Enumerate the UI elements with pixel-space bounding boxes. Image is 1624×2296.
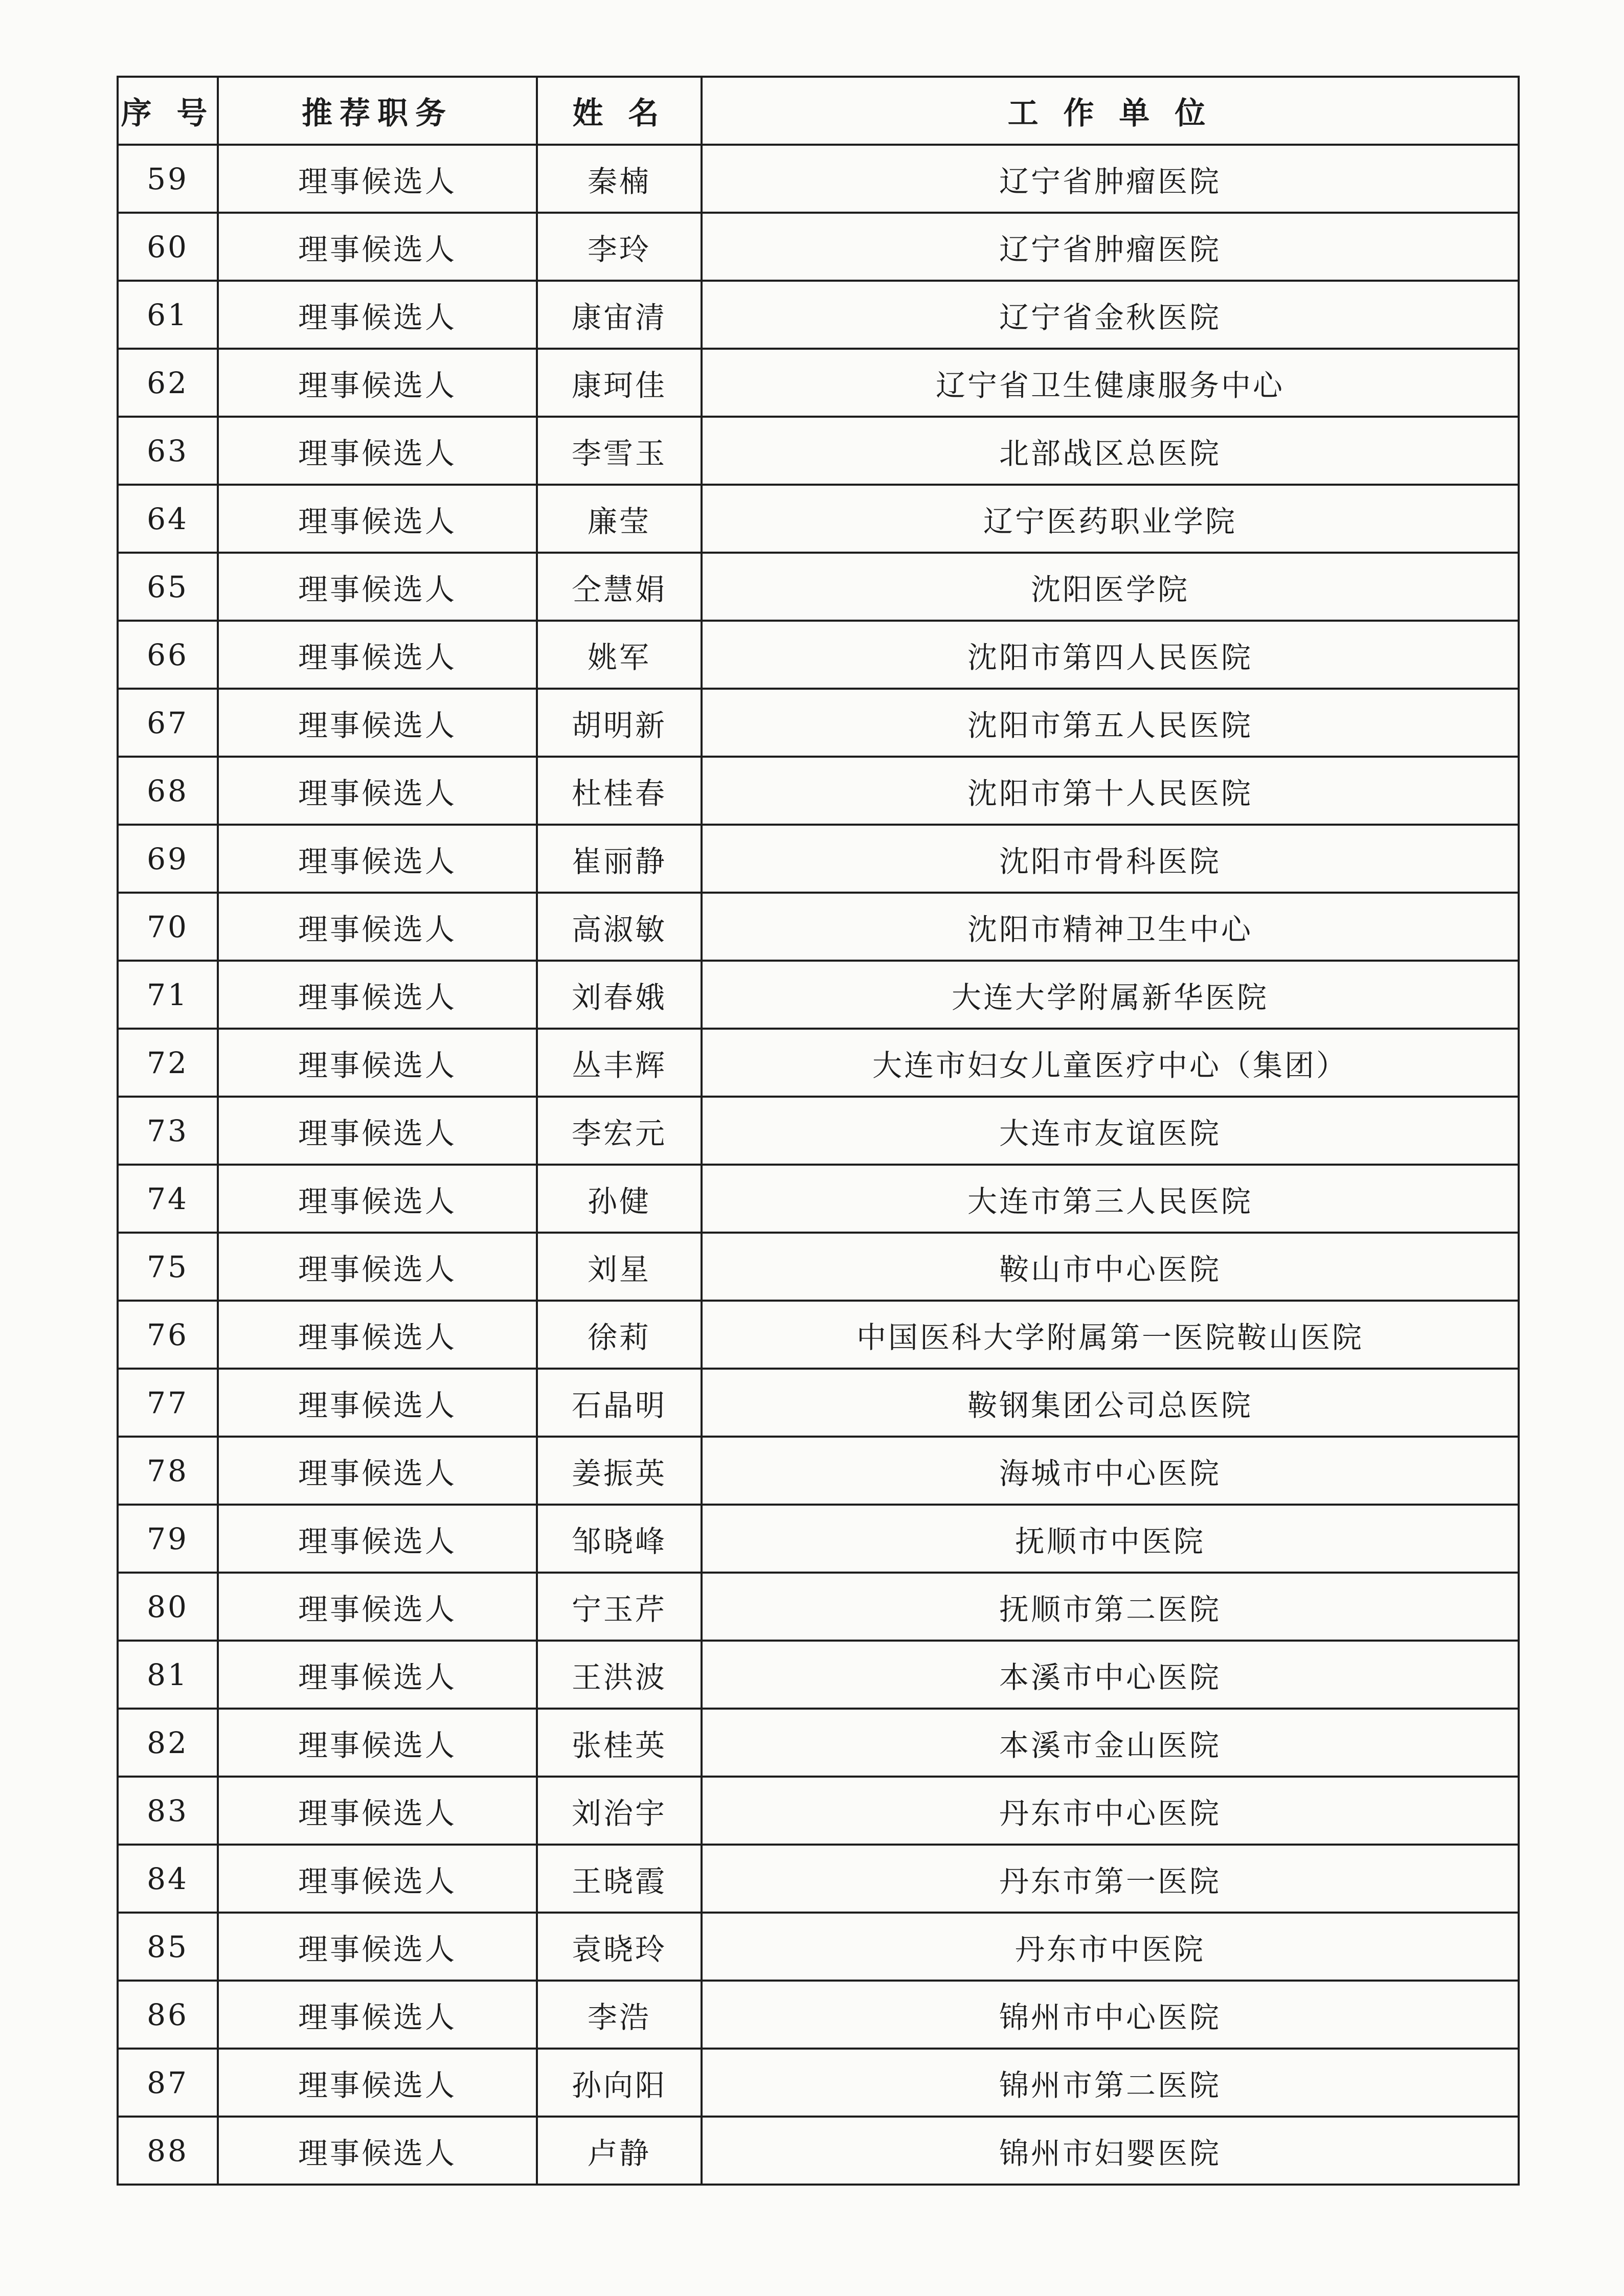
cell-position: 理事候选人 bbox=[218, 893, 537, 961]
cell-workplace: 鞍山市中心医院 bbox=[702, 1233, 1519, 1301]
table-row bbox=[118, 2049, 1519, 2117]
cell-seq: 73 bbox=[118, 1097, 218, 1165]
table-row bbox=[118, 1913, 1519, 1981]
table-row bbox=[118, 1505, 1519, 1573]
cell-workplace: 北部战区总医院 bbox=[702, 417, 1519, 485]
cell-workplace: 沈阳市第十人民医院 bbox=[702, 757, 1519, 825]
table-row bbox=[118, 757, 1519, 825]
cell-name: 王晓霞 bbox=[537, 1845, 702, 1913]
cell-name: 高淑敏 bbox=[537, 893, 702, 961]
cell-name: 李宏元 bbox=[537, 1097, 702, 1165]
cell-workplace: 沈阳市精神卫生中心 bbox=[702, 893, 1519, 961]
table-row bbox=[118, 961, 1519, 1029]
cell-name: 康宙清 bbox=[537, 281, 702, 349]
table-row bbox=[118, 1301, 1519, 1369]
cell-position: 理事候选人 bbox=[218, 1301, 537, 1369]
cell-name: 姚军 bbox=[537, 621, 702, 689]
table-row bbox=[118, 1029, 1519, 1097]
cell-workplace: 鞍钢集团公司总医院 bbox=[702, 1369, 1519, 1437]
cell-position: 理事候选人 bbox=[218, 1437, 537, 1505]
cell-seq: 66 bbox=[118, 621, 218, 689]
table-body bbox=[118, 145, 1519, 2185]
cell-name: 姜振英 bbox=[537, 1437, 702, 1505]
cell-seq: 84 bbox=[118, 1845, 218, 1913]
table-row bbox=[118, 689, 1519, 757]
cell-name: 石晶明 bbox=[537, 1369, 702, 1437]
header-name: 姓 名 bbox=[537, 77, 702, 145]
table-row bbox=[118, 1777, 1519, 1845]
cell-workplace: 抚顺市第二医院 bbox=[702, 1573, 1519, 1641]
cell-seq: 86 bbox=[118, 1981, 218, 2049]
cell-name: 李雪玉 bbox=[537, 417, 702, 485]
table-row bbox=[118, 281, 1519, 349]
cell-position: 理事候选人 bbox=[218, 1913, 537, 1981]
cell-position: 理事候选人 bbox=[218, 1233, 537, 1301]
cell-seq: 65 bbox=[118, 553, 218, 621]
table-row bbox=[118, 621, 1519, 689]
table-row bbox=[118, 1437, 1519, 1505]
cell-position: 理事候选人 bbox=[218, 1641, 537, 1709]
cell-name: 康珂佳 bbox=[537, 349, 702, 417]
cell-seq: 59 bbox=[118, 145, 218, 213]
cell-seq: 85 bbox=[118, 1913, 218, 1981]
cell-name: 李玲 bbox=[537, 213, 702, 281]
table-row bbox=[118, 1641, 1519, 1709]
cell-workplace: 沈阳市第五人民医院 bbox=[702, 689, 1519, 757]
cell-workplace: 海城市中心医院 bbox=[702, 1437, 1519, 1505]
cell-seq: 72 bbox=[118, 1029, 218, 1097]
cell-seq: 87 bbox=[118, 2049, 218, 2117]
table-row bbox=[118, 485, 1519, 553]
cell-position: 理事候选人 bbox=[218, 2049, 537, 2117]
cell-workplace: 辽宁省肿瘤医院 bbox=[702, 213, 1519, 281]
table-row bbox=[118, 1165, 1519, 1233]
cell-position: 理事候选人 bbox=[218, 2117, 537, 2185]
cell-position: 理事候选人 bbox=[218, 621, 537, 689]
cell-name: 杜桂春 bbox=[537, 757, 702, 825]
cell-seq: 76 bbox=[118, 1301, 218, 1369]
cell-seq: 68 bbox=[118, 757, 218, 825]
cell-seq: 80 bbox=[118, 1573, 218, 1641]
cell-workplace: 辽宁省肿瘤医院 bbox=[702, 145, 1519, 213]
cell-workplace: 丹东市第一医院 bbox=[702, 1845, 1519, 1913]
candidate-table bbox=[117, 76, 1520, 2186]
cell-workplace: 本溪市金山医院 bbox=[702, 1709, 1519, 1777]
cell-position: 理事候选人 bbox=[218, 1505, 537, 1573]
cell-workplace: 锦州市中心医院 bbox=[702, 1981, 1519, 2049]
cell-seq: 62 bbox=[118, 349, 218, 417]
table-row bbox=[118, 417, 1519, 485]
cell-seq: 82 bbox=[118, 1709, 218, 1777]
table-row bbox=[118, 1097, 1519, 1165]
cell-name: 胡明新 bbox=[537, 689, 702, 757]
table-row bbox=[118, 1369, 1519, 1437]
table-row bbox=[118, 1709, 1519, 1777]
header-position: 推荐职务 bbox=[218, 77, 537, 145]
cell-position: 理事候选人 bbox=[218, 1165, 537, 1233]
cell-name: 秦楠 bbox=[537, 145, 702, 213]
cell-name: 刘治宇 bbox=[537, 1777, 702, 1845]
cell-seq: 83 bbox=[118, 1777, 218, 1845]
cell-name: 孙健 bbox=[537, 1165, 702, 1233]
table-row bbox=[118, 893, 1519, 961]
cell-workplace: 辽宁医药职业学院 bbox=[702, 485, 1519, 553]
cell-seq: 67 bbox=[118, 689, 218, 757]
cell-name: 崔丽静 bbox=[537, 825, 702, 893]
cell-position: 理事候选人 bbox=[218, 1709, 537, 1777]
cell-name: 邹晓峰 bbox=[537, 1505, 702, 1573]
cell-workplace: 大连大学附属新华医院 bbox=[702, 961, 1519, 1029]
cell-position: 理事候选人 bbox=[218, 1777, 537, 1845]
cell-position: 理事候选人 bbox=[218, 1981, 537, 2049]
cell-position: 理事候选人 bbox=[218, 485, 537, 553]
table-row bbox=[118, 1845, 1519, 1913]
cell-seq: 79 bbox=[118, 1505, 218, 1573]
cell-position: 理事候选人 bbox=[218, 281, 537, 349]
cell-name: 仝慧娟 bbox=[537, 553, 702, 621]
table-row bbox=[118, 1573, 1519, 1641]
cell-workplace: 丹东市中心医院 bbox=[702, 1777, 1519, 1845]
cell-workplace: 抚顺市中医院 bbox=[702, 1505, 1519, 1573]
cell-seq: 77 bbox=[118, 1369, 218, 1437]
cell-workplace: 中国医科大学附属第一医院鞍山医院 bbox=[702, 1301, 1519, 1369]
cell-position: 理事候选人 bbox=[218, 417, 537, 485]
cell-workplace: 大连市友谊医院 bbox=[702, 1097, 1519, 1165]
cell-workplace: 沈阳医学院 bbox=[702, 553, 1519, 621]
cell-workplace: 辽宁省卫生健康服务中心 bbox=[702, 349, 1519, 417]
cell-seq: 71 bbox=[118, 961, 218, 1029]
cell-seq: 60 bbox=[118, 213, 218, 281]
cell-position: 理事候选人 bbox=[218, 1573, 537, 1641]
cell-name: 徐莉 bbox=[537, 1301, 702, 1369]
cell-name: 刘春娥 bbox=[537, 961, 702, 1029]
cell-workplace: 辽宁省金秋医院 bbox=[702, 281, 1519, 349]
table-row bbox=[118, 553, 1519, 621]
cell-seq: 69 bbox=[118, 825, 218, 893]
cell-workplace: 沈阳市第四人民医院 bbox=[702, 621, 1519, 689]
cell-name: 孙向阳 bbox=[537, 2049, 702, 2117]
cell-name: 袁晓玲 bbox=[537, 1913, 702, 1981]
cell-position: 理事候选人 bbox=[218, 961, 537, 1029]
cell-name: 李浩 bbox=[537, 1981, 702, 2049]
cell-position: 理事候选人 bbox=[218, 349, 537, 417]
cell-seq: 75 bbox=[118, 1233, 218, 1301]
cell-position: 理事候选人 bbox=[218, 1029, 537, 1097]
cell-seq: 70 bbox=[118, 893, 218, 961]
table-row bbox=[118, 2117, 1519, 2185]
cell-workplace: 锦州市第二医院 bbox=[702, 2049, 1519, 2117]
cell-seq: 64 bbox=[118, 485, 218, 553]
cell-seq: 81 bbox=[118, 1641, 218, 1709]
cell-name: 宁玉芹 bbox=[537, 1573, 702, 1641]
header-seq: 序 号 bbox=[118, 77, 218, 145]
cell-name: 王洪波 bbox=[537, 1641, 702, 1709]
cell-position: 理事候选人 bbox=[218, 1097, 537, 1165]
cell-seq: 61 bbox=[118, 281, 218, 349]
cell-seq: 88 bbox=[118, 2117, 218, 2185]
cell-seq: 78 bbox=[118, 1437, 218, 1505]
table-row bbox=[118, 825, 1519, 893]
cell-workplace: 大连市妇女儿童医疗中心（集团） bbox=[702, 1029, 1519, 1097]
table-row bbox=[118, 145, 1519, 213]
cell-seq: 63 bbox=[118, 417, 218, 485]
cell-workplace: 丹东市中医院 bbox=[702, 1913, 1519, 1981]
cell-seq: 74 bbox=[118, 1165, 218, 1233]
cell-position: 理事候选人 bbox=[218, 1845, 537, 1913]
header-workplace: 工 作 单 位 bbox=[702, 77, 1519, 145]
cell-position: 理事候选人 bbox=[218, 689, 537, 757]
cell-name: 丛丰辉 bbox=[537, 1029, 702, 1097]
cell-name: 卢静 bbox=[537, 2117, 702, 2185]
cell-position: 理事候选人 bbox=[218, 213, 537, 281]
cell-name: 廉莹 bbox=[537, 485, 702, 553]
cell-position: 理事候选人 bbox=[218, 825, 537, 893]
table-row bbox=[118, 1233, 1519, 1301]
cell-position: 理事候选人 bbox=[218, 145, 537, 213]
cell-position: 理事候选人 bbox=[218, 757, 537, 825]
cell-position: 理事候选人 bbox=[218, 553, 537, 621]
table-header-row bbox=[118, 77, 1519, 145]
cell-name: 张桂英 bbox=[537, 1709, 702, 1777]
cell-name: 刘星 bbox=[537, 1233, 702, 1301]
table-row bbox=[118, 349, 1519, 417]
cell-workplace: 锦州市妇婴医院 bbox=[702, 2117, 1519, 2185]
cell-position: 理事候选人 bbox=[218, 1369, 537, 1437]
table-row bbox=[118, 213, 1519, 281]
cell-workplace: 沈阳市骨科医院 bbox=[702, 825, 1519, 893]
table-row bbox=[118, 1981, 1519, 2049]
cell-workplace: 大连市第三人民医院 bbox=[702, 1165, 1519, 1233]
cell-workplace: 本溪市中心医院 bbox=[702, 1641, 1519, 1709]
